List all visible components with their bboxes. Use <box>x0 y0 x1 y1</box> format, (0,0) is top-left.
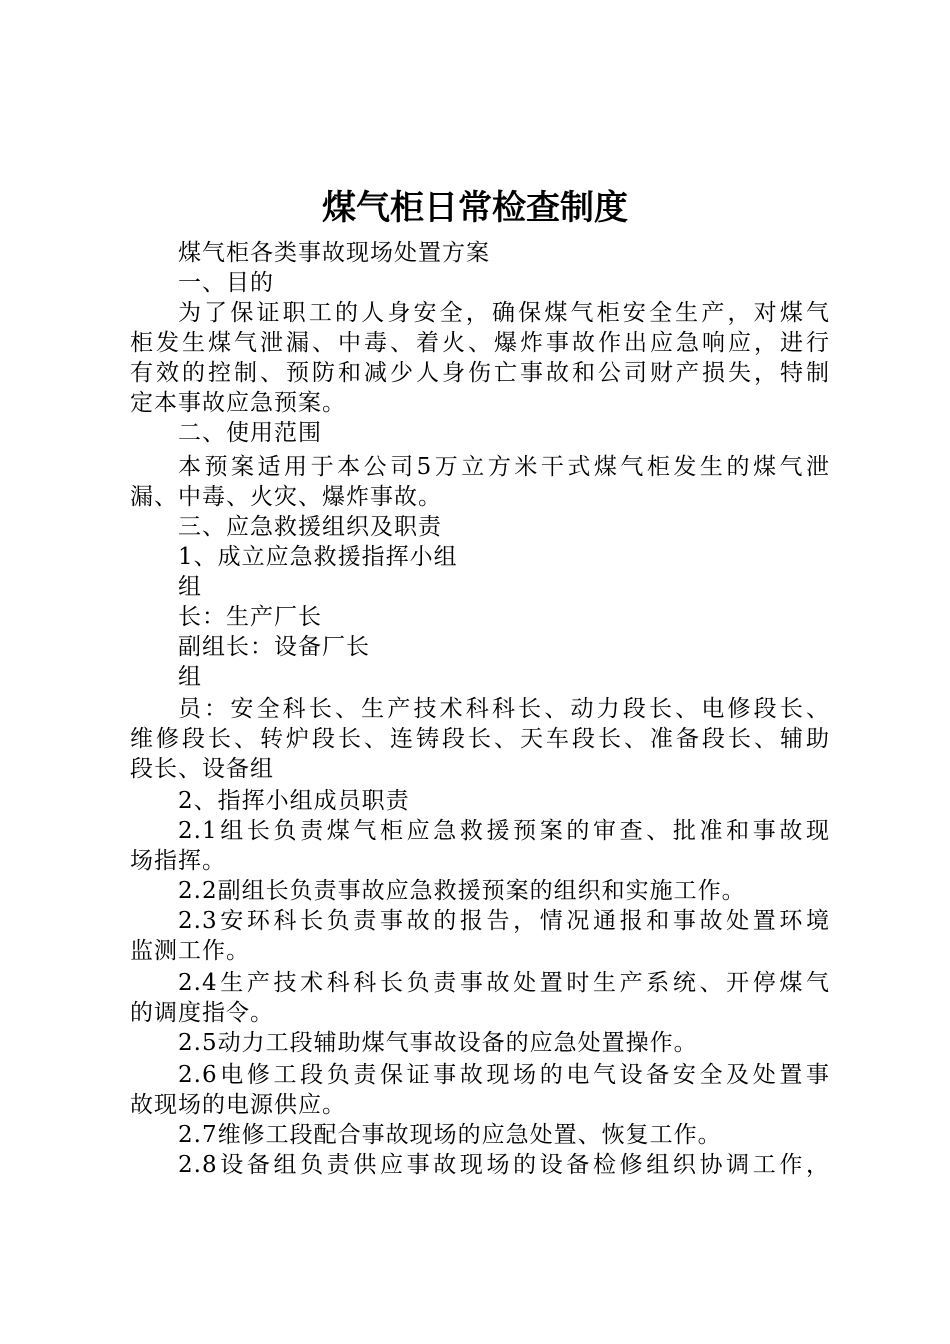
paragraph-line: 柜发生煤气泄漏、中毒、着火、爆炸事故作出应急响应，进行 <box>130 330 830 356</box>
paragraph-line: 2.6电修工段负责保证事故现场的电气设备安全及处置事 <box>178 1062 830 1088</box>
paragraph-line: 2.2副组长负责事故应急救援预案的组织和实施工作。 <box>178 878 746 904</box>
paragraph-line: 组 <box>178 664 202 690</box>
paragraph-line: 漏、中毒、火灾、爆炸事故。 <box>130 484 442 510</box>
subtitle-line: 煤气柜各类事故现场处置方案 <box>178 240 490 266</box>
paragraph-line: 故现场的电源供应。 <box>130 1092 346 1118</box>
paragraph-line: 2.7维修工段配合事故现场的应急处置、恢复工作。 <box>178 1122 722 1148</box>
paragraph-line: 2.4生产技术科科长负责事故处置时生产系统、开停煤气 <box>178 970 830 996</box>
paragraph-line: 2.3安环科长负责事故的报告，情况通报和事故处置环境 <box>178 908 830 934</box>
paragraph-line: 监测工作。 <box>130 938 250 964</box>
section-heading: 一、目的 <box>178 270 274 296</box>
paragraph-line: 定本事故应急预案。 <box>130 390 346 416</box>
paragraph-line: 本预案适用于本公司5万立方米干式煤气柜发生的煤气泄 <box>178 454 830 480</box>
paragraph-line: 长：生产厂长 <box>178 604 322 630</box>
paragraph-line: 有效的控制、预防和减少人身伤亡事故和公司财产损失，特制 <box>130 360 830 386</box>
subsection-heading: 1、成立应急救援指挥小组 <box>178 544 458 570</box>
section-heading: 二、使用范围 <box>178 420 322 446</box>
paragraph-line: 2.1组长负责煤气柜应急救援预案的审查、批准和事故现 <box>178 818 830 844</box>
paragraph-line: 的调度指令。 <box>130 1000 274 1026</box>
subsection-heading: 2、指挥小组成员职责 <box>178 788 410 814</box>
paragraph-line: 副组长：设备厂长 <box>178 634 370 660</box>
paragraph-line: 2.5动力工段辅助煤气事故设备的应急处置操作。 <box>178 1030 698 1056</box>
document-title: 煤气柜日常检查制度 <box>322 188 628 228</box>
paragraph-line: 2.8设备组负责供应事故现场的设备检修组织协调工作， <box>178 1152 830 1178</box>
paragraph-line: 场指挥。 <box>130 848 226 874</box>
paragraph-line: 组 <box>178 574 202 600</box>
section-heading: 三、应急救援组织及职责 <box>178 514 442 540</box>
paragraph-line: 维修段长、转炉段长、连铸段长、天车段长、准备段长、辅助 <box>130 726 830 752</box>
paragraph-line: 员：安全科长、生产技术科科长、动力段长、电修段长、 <box>178 696 830 722</box>
paragraph-line: 为了保证职工的人身安全，确保煤气柜安全生产，对煤气 <box>178 300 830 326</box>
paragraph-line: 段长、设备组 <box>130 756 274 782</box>
